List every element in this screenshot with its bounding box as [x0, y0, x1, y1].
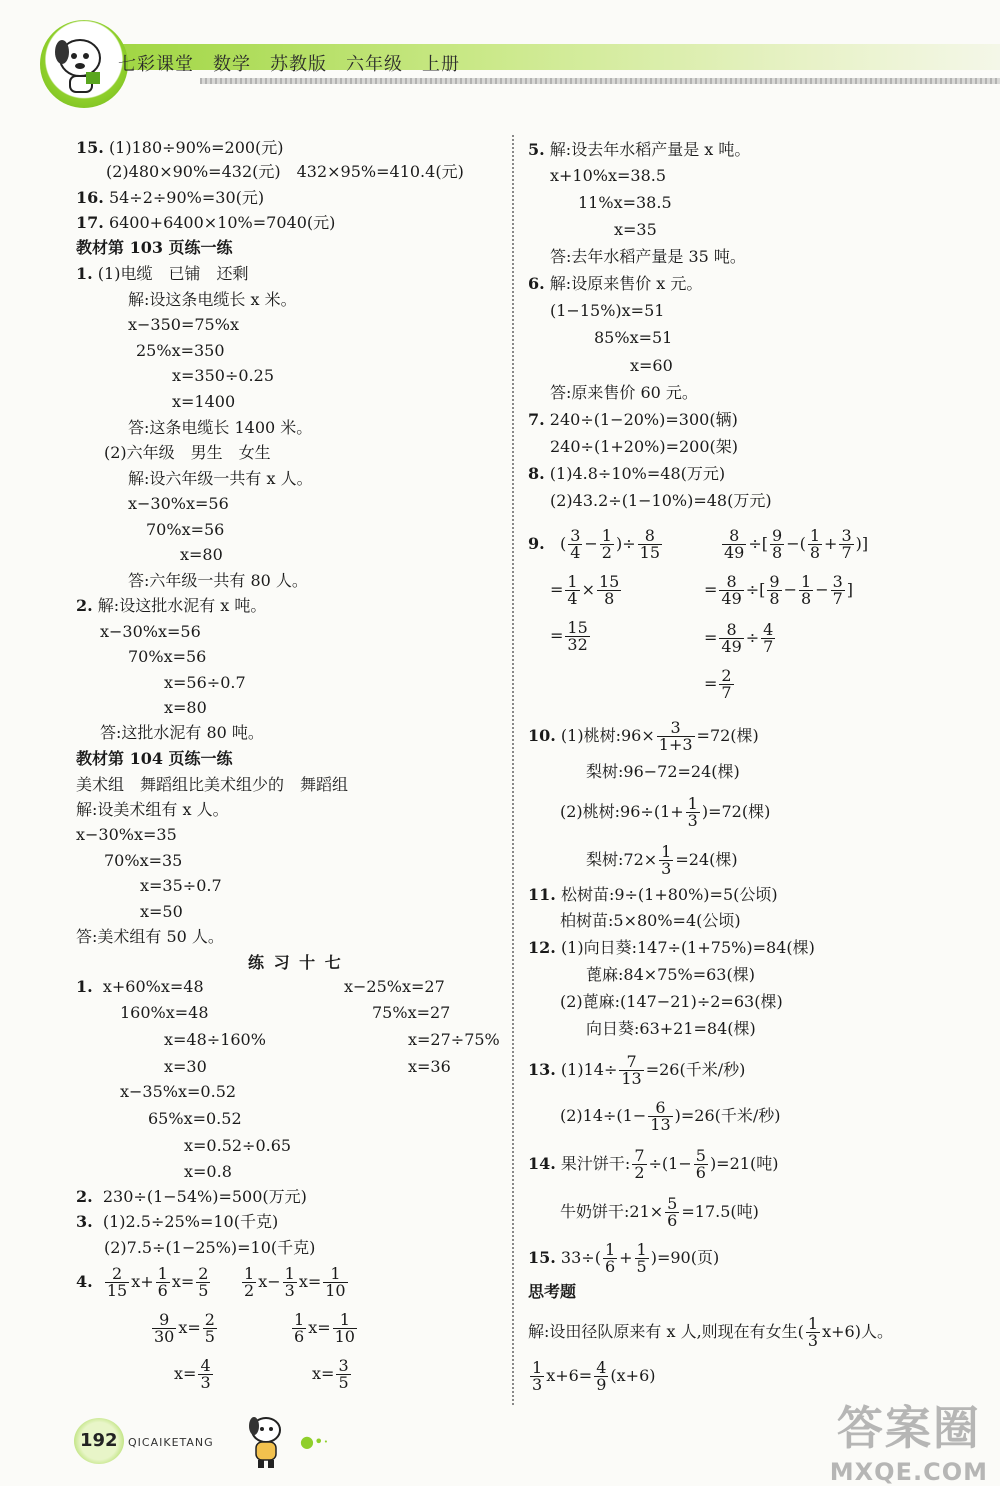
item-1-103: 1. (1)电缆 已铺 还剩 [76, 264, 249, 283]
exercise-heading: 练 习 十 七 [248, 953, 343, 972]
line: x=30 [164, 1057, 207, 1076]
item-9c: = $\frac{15}{32}$ [550, 618, 588, 654]
item-10c: (2)桃树:96÷(1+ $\frac{1}{3}$ )=72(棵) [560, 794, 771, 830]
ex-item-1: 1. x+60%x=48 [76, 977, 204, 996]
line: x−35%x=0.52 [120, 1082, 237, 1101]
line: 70%x=35 [104, 851, 183, 870]
line: x=50 [140, 902, 183, 921]
line: 25%x=350 [136, 341, 225, 360]
watermark-line1: 答案圈 [836, 1401, 981, 1455]
footer-dots-icon: ●•· [300, 1432, 329, 1451]
item-9e: = $\frac{8}{49}$ ÷[ $\frac{9}{8}$ − $\frac{1}{8}$ − $\frac{3}{7}$ ] [704, 572, 854, 608]
item-10b: 梨树:96−72=24(棵) [586, 762, 740, 781]
ex-item-2: 2. 230÷(1−54%)=500(万元) [76, 1187, 307, 1206]
item-9f: = $\frac{8}{49}$ ÷ $\frac{4}{7}$ [704, 620, 774, 656]
line: x−25%x=27 [344, 977, 445, 996]
header-strip [200, 78, 1000, 84]
line: x=35÷0.7 [140, 876, 222, 895]
item-15-right: 15. 33÷( $\frac{1}{6}$ + $\frac{1}{5}$ )=90(页) [528, 1240, 720, 1276]
line: (1−15%)x=51 [550, 301, 665, 320]
answer-line: 答:这批水泥有 80 吨。 [100, 723, 264, 742]
ex-item-3: 3. (1)2.5÷25%=10(千克) [76, 1212, 279, 1231]
think-line-1: 解:设田径队原来有 x 人,则现在有女生( $\frac{1}{3}$ x+6)人。 [528, 1314, 893, 1350]
line: 65%x=0.52 [148, 1109, 242, 1128]
line: x=350÷0.25 [172, 366, 274, 385]
item-15b: (2)480×90%=432(元) 432×95%=410.4(元) [106, 162, 464, 181]
item-2-103: 2. 解:设这批水泥有 x 吨。 [76, 596, 267, 615]
line: (2)六年级 男生 女生 [104, 443, 271, 462]
ex-item-4d: $\frac{1}{6}$ x= $\frac{1}{10}$ [294, 1310, 355, 1346]
line: x−30%x=56 [128, 494, 229, 513]
section-heading-103: 教材第 103 页练一练 [76, 238, 233, 257]
line: x−30%x=35 [76, 825, 177, 844]
item-11: 11. 松树苗:9÷(1+80%)=5(公顷) [528, 885, 778, 904]
line: 75%x=27 [372, 1003, 451, 1022]
ex-item-4b: $\frac{1}{2}$ x− $\frac{1}{3}$ x= $\frac{1}{10}$ [244, 1264, 346, 1300]
line: x=0.52÷0.65 [184, 1136, 292, 1155]
line: 解:设六年级一共有 x 人。 [128, 469, 313, 488]
line: 85%x=51 [594, 328, 673, 347]
answer-line: 答:美术组有 50 人。 [76, 927, 224, 946]
line: x=80 [180, 545, 223, 564]
line: (2)43.2÷(1−10%)=48(万元) [550, 491, 772, 510]
item-15a: 15. (1)180÷90%=200(元) [76, 138, 284, 157]
column-divider [512, 135, 515, 1405]
line: x=80 [164, 698, 207, 717]
page-number: 192 [80, 1430, 118, 1451]
line: 柏树苗:5×80%=4(公顷) [560, 911, 741, 930]
item-8: 8. (1)4.8÷10%=48(万元) [528, 464, 726, 483]
line: 解:设美术组有 x 人。 [76, 800, 229, 819]
line: 160%x=48 [120, 1003, 209, 1022]
think-line-2: $\frac{1}{3}$ x+6= $\frac{4}{9}$ (x+6) [532, 1358, 656, 1394]
item-13b: (2)14÷(1− $\frac{6}{13}$ )=26(千米/秒) [560, 1098, 781, 1134]
footer-brand: QICAIKETANG [128, 1436, 214, 1449]
line: x−30%x=56 [100, 622, 201, 641]
line: 解:设这条电缆长 x 米。 [128, 290, 297, 309]
line: 11%x=38.5 [578, 193, 672, 212]
answer-line: 答:六年级一共有 80 人。 [128, 571, 308, 590]
line: 70%x=56 [146, 520, 225, 539]
think-heading: 思考题 [528, 1282, 577, 1301]
line: 蓖麻:84×75%=63(棵) [586, 965, 755, 984]
header-title: 七彩课堂 数学 苏教版 六年级 上册 [118, 54, 460, 75]
item-9a: 9. ( $\frac{3}{4}$ − $\frac{1}{2}$ )÷ $\frac{8}{15}$ [528, 526, 660, 562]
answer-line: 答:原来售价 60 元。 [550, 383, 698, 402]
item-14a: 14. 果汁饼干: $\frac{7}{2}$ ÷(1− $\frac{5}{6}$ )=21(吨) [528, 1146, 779, 1182]
line: (2)7.5÷(1−25%)=10(千克) [104, 1238, 316, 1257]
line: x=1400 [172, 392, 236, 411]
item-16: 16. 54÷2÷90%=30(元) [76, 188, 265, 207]
item-5: 5. 解:设去年水稻产量是 x 吨。 [528, 140, 751, 159]
line: 70%x=56 [128, 647, 207, 666]
line: x=35 [614, 220, 657, 239]
line: x=56÷0.7 [164, 673, 246, 692]
answer-line: 答:去年水稻产量是 35 吨。 [550, 247, 746, 266]
page-header [0, 0, 1000, 110]
item-12: 12. (1)向日葵:147÷(1+75%)=84(棵) [528, 938, 815, 957]
line: x=48÷160% [164, 1030, 266, 1049]
item-14b: 牛奶饼干:21× $\frac{5}{6}$ =17.5(吨) [560, 1194, 759, 1230]
dog-mascot-footer-icon [238, 1412, 294, 1472]
section-heading-104: 教材第 104 页练一练 [76, 749, 233, 768]
item-9g: = $\frac{2}{7}$ [704, 666, 732, 702]
line: (2)蓖麻:(147−21)÷2=63(棵) [560, 992, 783, 1011]
ex-item-4: 4. $\frac{2}{15}$ x+ $\frac{1}{6}$ x= $\frac{2}{5}$ [76, 1264, 209, 1300]
item-9b: = $\frac{1}{4}$ × $\frac{15}{8}$ [550, 572, 620, 608]
answer-line: 答:这条电缆长 1400 米。 [128, 418, 313, 437]
item-13a: 13. (1)14÷ $\frac{7}{13}$ =26(千米/秒) [528, 1052, 746, 1088]
line: 向日葵:63+21=84(棵) [586, 1019, 756, 1038]
item-10a: 10. (1)桃树:96× $\frac{3}{1+3}$ =72(棵) [528, 718, 759, 754]
watermark [830, 1392, 988, 1486]
item-10d: 梨树:72× $\frac{1}{3}$ =24(棵) [586, 842, 738, 878]
item-9d: $\frac{8}{49}$ ÷[ $\frac{9}{8}$ −( $\frac{1}{8}$ + $\frac{3}{7}$ )] [724, 526, 869, 562]
item-7: 7. 240÷(1−20%)=300(辆) [528, 410, 738, 429]
line: 美术组 舞蹈组比美术组少的 舞蹈组 [76, 775, 349, 794]
line: x=27÷75% [408, 1030, 500, 1049]
line: 240÷(1+20%)=200(架) [550, 437, 739, 456]
line: x=36 [408, 1057, 451, 1076]
watermark-line2: MXQE.COM [829, 1458, 988, 1486]
line: x=60 [630, 356, 673, 375]
item-6: 6. 解:设原来售价 x 元。 [528, 274, 703, 293]
item-17: 17. 6400+6400×10%=7040(元) [76, 213, 336, 232]
line: x−350=75%x [128, 315, 239, 334]
dog-mascot-icon [46, 28, 116, 100]
ex-item-4f: x= $\frac{3}{5}$ [312, 1356, 349, 1392]
line: x=0.8 [184, 1162, 232, 1181]
ex-item-4e: x= $\frac{4}{3}$ [174, 1356, 211, 1392]
line: x+10%x=38.5 [550, 166, 667, 185]
ex-item-4c: $\frac{9}{30}$ x= $\frac{2}{5}$ [154, 1310, 215, 1346]
